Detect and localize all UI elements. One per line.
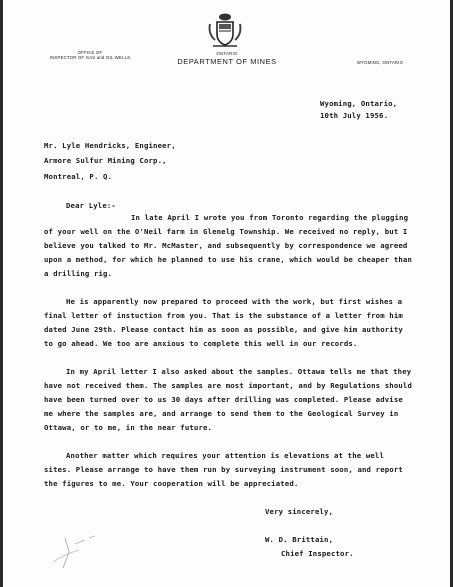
- scan-border-left: [0, 0, 3, 587]
- body-line: In late April I wrote you from Toronto regarding the plugging: [131, 213, 409, 222]
- body-line: have not received them. The samples are most important, and by Regulations should: [44, 381, 412, 390]
- closing: Very sincerely,: [265, 507, 334, 516]
- signature-title: Chief Inspector.: [281, 549, 354, 558]
- body-line: a drilling rig.: [44, 269, 113, 278]
- body-line: He is apparently now prepared to proceed with the work, but first wishes a: [66, 297, 403, 306]
- body-line: have been turned over to us 30 days after drilling was completed. Please advise: [44, 395, 403, 404]
- coat-of-arms-icon: [205, 10, 245, 50]
- body-line: Ottawa, or to me, in the near future.: [44, 423, 213, 432]
- dateline-date: 10th July 1956.: [320, 111, 389, 120]
- body-line: sites. Please arrange to have them run by surveying instrument soon, and report: [44, 465, 403, 474]
- body-line: Another matter which requires your attention is elevations at the well: [66, 451, 385, 460]
- pencil-mark-icon: [45, 530, 105, 570]
- body-line: dated June 29th. Please contact him as soon as possible, and give him authority: [44, 325, 403, 334]
- addressee-line-1: Mr. Lyle Hendricks, Engineer,: [44, 141, 176, 150]
- location-label: WYOMING, ONTARIO: [356, 60, 404, 65]
- office-line-1: OFFICE OF: [77, 50, 103, 55]
- body-line: the figures to me. Your cooperation will be appreciated.: [44, 479, 299, 488]
- body-line: of your well on the O'Neil farm in Glenelg Township. We received no reply, but I: [44, 227, 408, 236]
- body-line: me where the samples are, and arrange to send them to the Geological Survey in: [44, 409, 399, 418]
- body-line: In my April letter I also asked about the samples. Ottawa tells me that they: [66, 367, 412, 376]
- body-line: upon a method, for which he planned to use his crane, which would be cheaper than: [44, 255, 412, 264]
- office-label: [30, 50, 150, 60]
- body-line: to go ahead. We too are anxious to complete this well in our records.: [44, 339, 358, 348]
- dateline-place: Wyoming, Ontario,: [320, 99, 398, 108]
- body-line: final letter of instuction from you. That is the substance of a letter from him: [44, 311, 403, 320]
- addressee-line-2: Armore Sulfur Mining Corp.,: [44, 156, 167, 165]
- office-line-2: INSPECTOR OF GAS and OIL WELLS: [49, 55, 131, 61]
- province-label: ONTARIO: [216, 51, 238, 56]
- signature-name: W. D. Brittain,: [265, 535, 334, 544]
- body-line: believe you talked to Mr. McMaster, and subsequently by correspondence we agreed: [44, 241, 408, 250]
- addressee-line-3: Montreal, P. Q.: [44, 172, 113, 181]
- department-title: DEPARTMENT OF MINES: [177, 57, 277, 66]
- salutation: Dear Lyle:-: [66, 201, 116, 210]
